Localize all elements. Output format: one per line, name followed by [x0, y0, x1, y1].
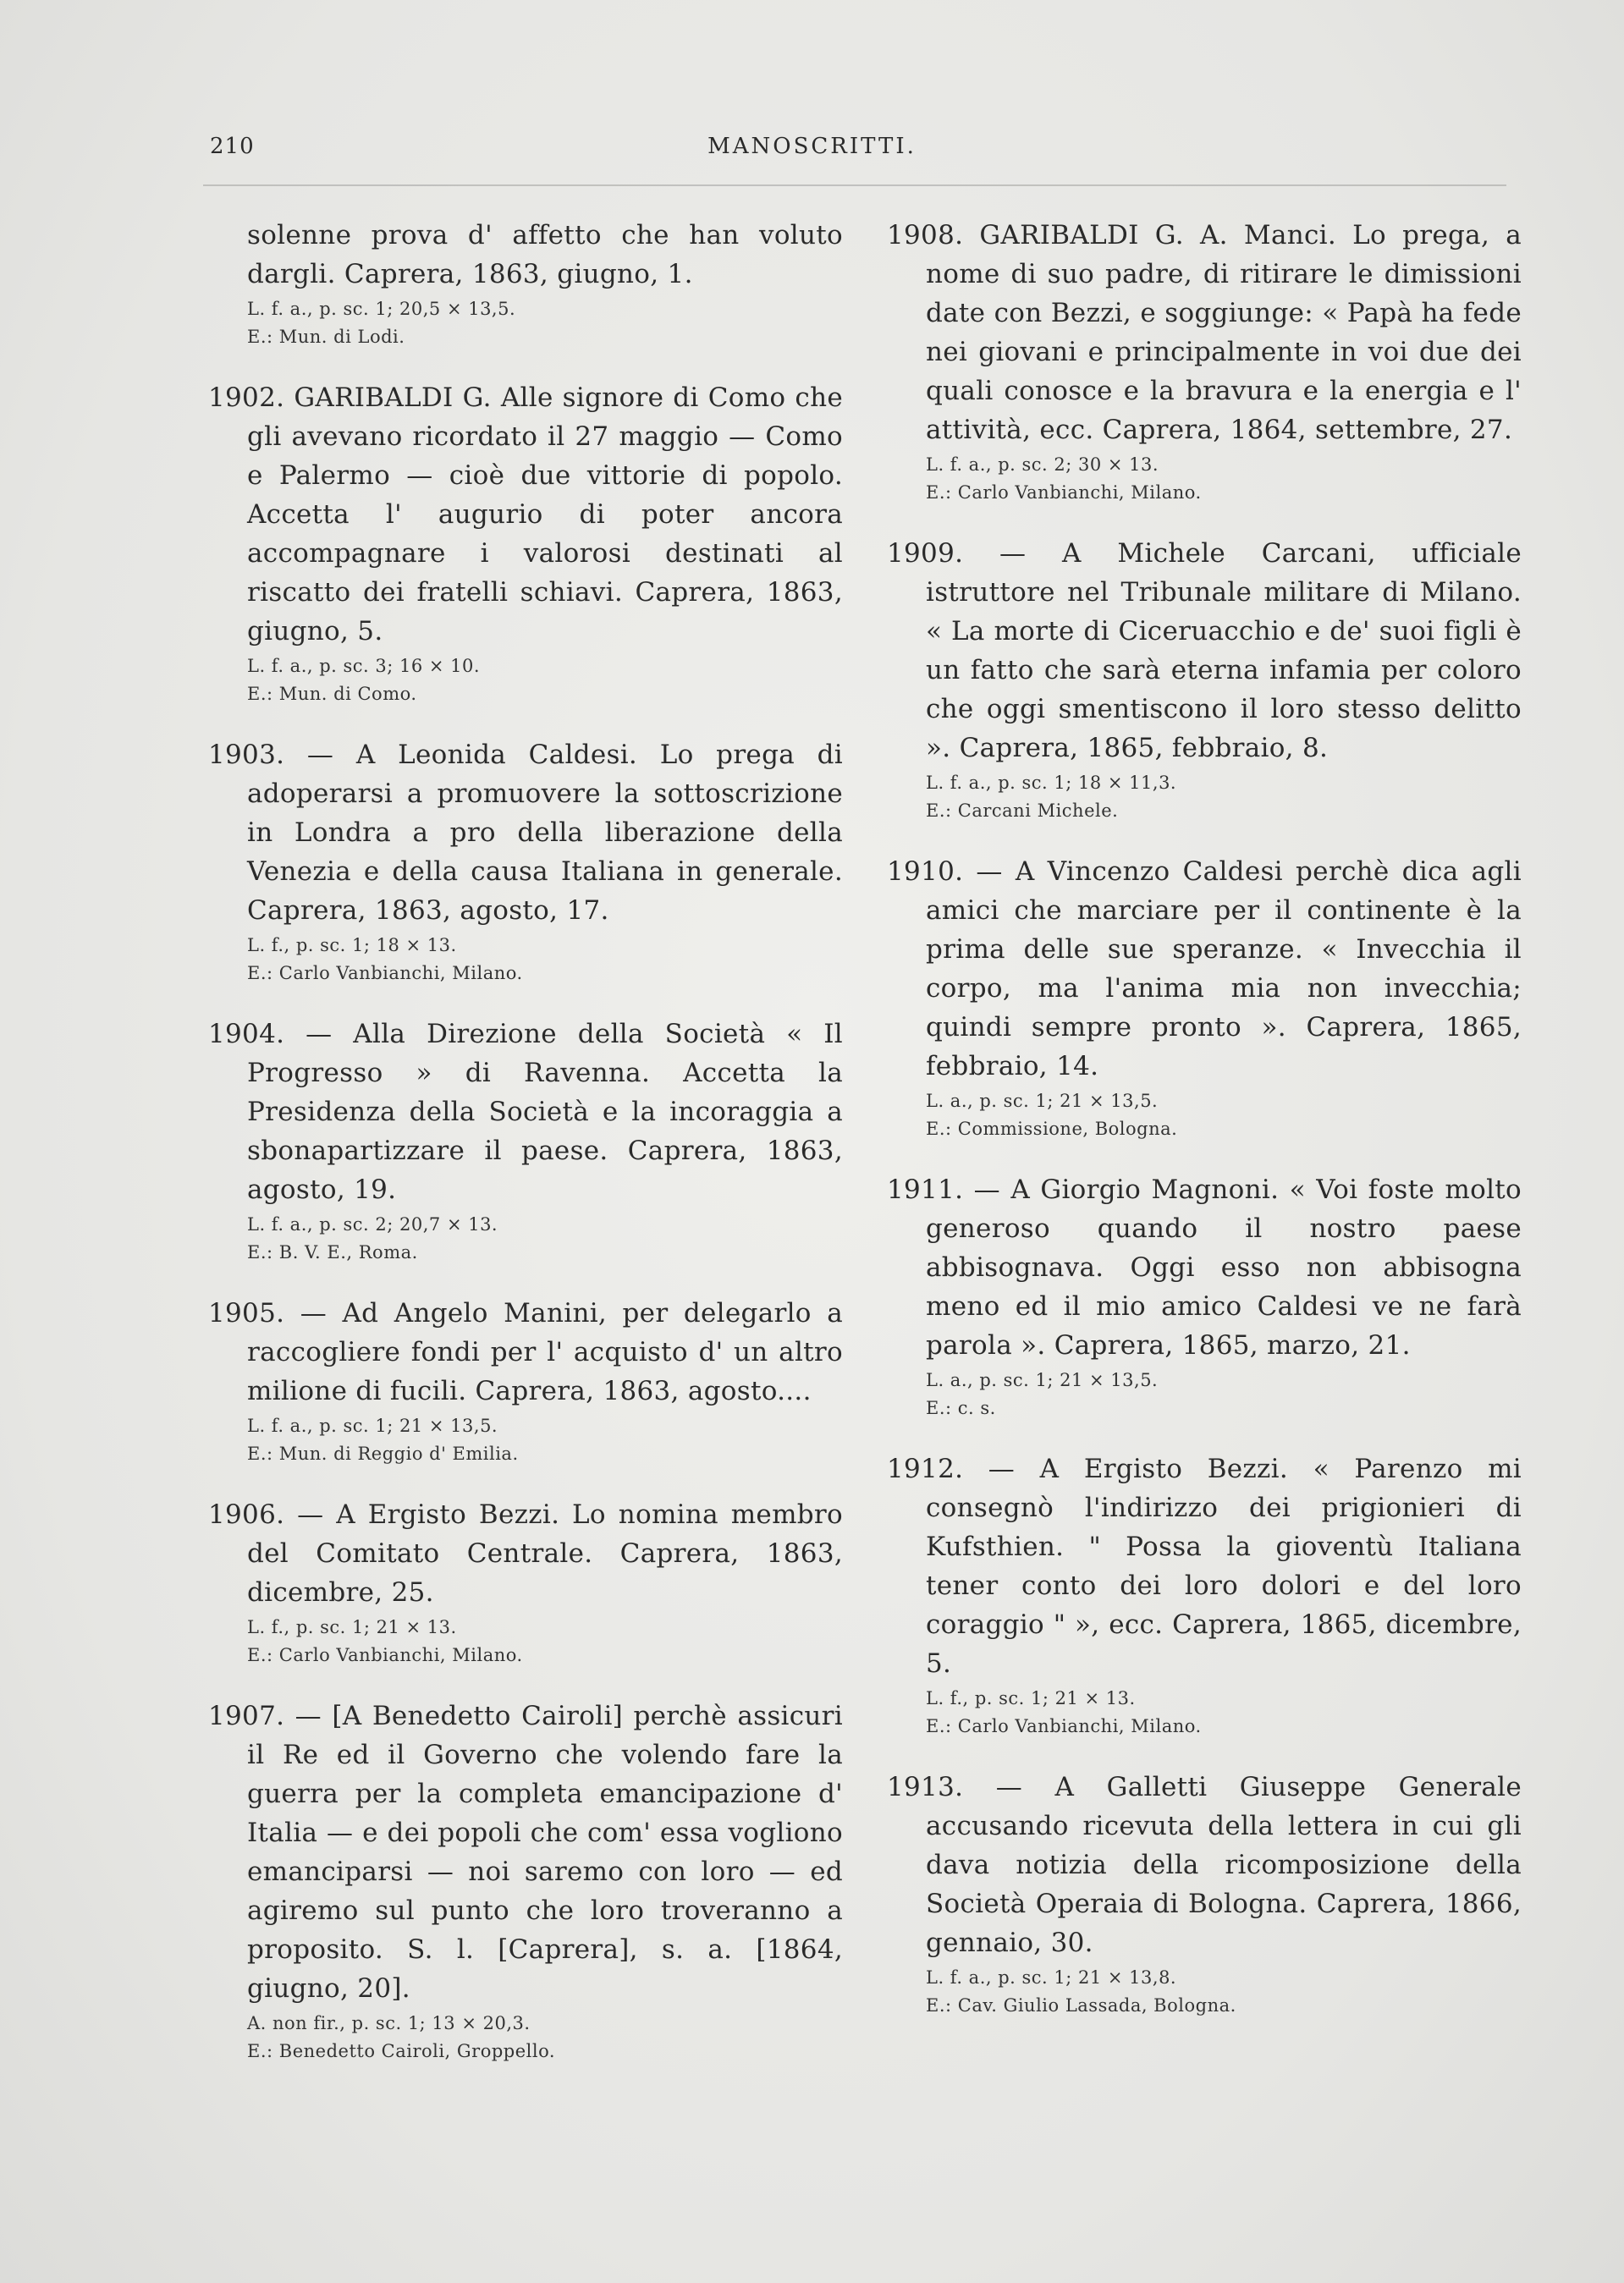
page-number: 210	[210, 134, 255, 159]
catalog-entry	[887, 1768, 1522, 2018]
catalog-entry	[208, 216, 843, 349]
entry-text: 1902. GARIBALDI G. Alle signore di Como che gli avevano ricordato il 27 maggio — Como e Palermo — cioè due vittorie di popolo. Accetta l' augurio di poter ancora accompagnare i valorosi destinati al riscatto dei fratelli schiavi. Caprera, 1863, giugno, 5.	[208, 382, 843, 646]
entry-physical-description: L. f. a., p. sc. 2; 30 × 13.	[926, 454, 1159, 475]
entry-owner: E.: c. s.	[926, 1398, 996, 1418]
entry-owner: E.: Mun. di Lodi.	[247, 327, 405, 347]
entry-number: 1911.	[887, 1175, 964, 1205]
catalog-entry	[208, 1294, 843, 1466]
entry-text: 1910. — A Vincenzo Caldesi perchè dica agli amici che marciare per il continente è la prima delle sue speranze. « Invecchia il corpo, ma l'anima mia non invecchia; quindi sempre pronto ». Caprera, 1865, febbraio, 14.	[887, 856, 1522, 1081]
entry-physical-description: L. f., p. sc. 1; 21 × 13.	[247, 1617, 457, 1637]
left-column	[208, 216, 843, 2093]
entry-physical-description: L. f. a., p. sc. 1; 18 × 11,3.	[926, 773, 1177, 793]
entry-owner: E.: B. V. E., Roma.	[247, 1242, 418, 1263]
entry-number: 1904.	[208, 1019, 285, 1049]
running-title: MANOSCRITTI.	[707, 134, 917, 159]
entry-number: 1907.	[208, 1701, 285, 1731]
entry-owner: E.: Mun. di Reggio d' Emilia.	[247, 1444, 519, 1464]
entry-physical-description: L. f. a., p. sc. 1; 20,5 × 13,5.	[247, 299, 516, 319]
page-header	[0, 134, 1624, 168]
entry-number: 1909.	[887, 538, 964, 569]
entry-physical-description: L. f., p. sc. 1; 21 × 13.	[926, 1688, 1136, 1708]
right-column	[887, 216, 1522, 2047]
entry-owner: E.: Carlo Vanbianchi, Milano.	[247, 1645, 523, 1665]
entry-physical-description: L. f., p. sc. 1; 18 × 13.	[247, 935, 457, 955]
entry-number: 1906.	[208, 1499, 285, 1530]
catalog-entry	[208, 1015, 843, 1265]
entry-owner: E.: Carlo Vanbianchi, Milano.	[926, 1716, 1202, 1736]
entry-physical-description: L. f. a., p. sc. 1; 21 × 13,5.	[247, 1416, 498, 1436]
header-rule	[203, 184, 1506, 186]
entry-owner: E.: Mun. di Como.	[247, 684, 417, 704]
entry-owner: E.: Carlo Vanbianchi, Milano.	[247, 963, 523, 983]
entry-owner: E.: Commissione, Bologna.	[926, 1119, 1178, 1139]
entry-number: 1905.	[208, 1298, 285, 1329]
entry-text: 1912. — A Ergisto Bezzi. « Parenzo mi consegnò l'indirizzo dei prigionieri di Kufsthien. " Possa la gioventù Italiana tener conto dei loro dolori e del loro coraggio " », ecc. Caprera, 1865, dicembre, 5.	[887, 1454, 1522, 1679]
entry-physical-description: L. a., p. sc. 1; 21 × 13,5.	[926, 1370, 1159, 1390]
entry-physical-description: L. f. a., p. sc. 3; 16 × 10.	[247, 656, 481, 676]
entry-text: solenne prova d' affetto che han voluto dargli. Caprera, 1863, giugno, 1.	[247, 220, 843, 289]
entry-text: 1907. — [A Benedetto Cairoli] perchè assicuri il Re ed il Governo che volendo fare la guerra per la completa emancipazione d' Italia — e dei popoli che com' essa vogliono emanciparsi — noi saremo con loro — ed agiremo sul punto che loro troveranno a proposito. S. l. [Caprera], s. a. [1864, giugno, 20].	[208, 1701, 844, 2004]
entry-text: 1906. — A Ergisto Bezzi. Lo nomina membro del Comitato Centrale. Caprera, 1863, dicembre, 25.	[208, 1499, 843, 1608]
catalog-entry	[887, 1170, 1522, 1421]
entry-physical-description: L. f. a., p. sc. 1; 21 × 13,8.	[926, 1967, 1177, 1988]
entry-number: 1910.	[887, 856, 964, 887]
entry-owner: E.: Cav. Giulio Lassada, Bologna.	[926, 1995, 1236, 2016]
entry-number: 1912.	[887, 1454, 964, 1484]
entry-text: 1913. — A Galletti Giuseppe Generale accusando ricevuta della lettera in cui gli dava notizia della ricomposizione della Società Operaia di Bologna. Caprera, 1866, gennaio, 30.	[887, 1772, 1522, 1958]
entry-text: 1905. — Ad Angelo Manini, per delegarlo a raccogliere fondi per l' acquisto d' un altro milione di fucili. Caprera, 1863, agosto....	[208, 1298, 844, 1406]
entry-text: 1911. — A Giorgio Magnoni. « Voi foste molto generoso quando il nostro paese abbisognava. Oggi esso non abbisogna meno ed il mio amico Caldesi ve ne farà parola ». Caprera, 1865, marzo, 21.	[887, 1175, 1522, 1361]
catalog-entry	[887, 216, 1522, 505]
catalog-entry	[208, 1495, 843, 1668]
catalog-entry	[887, 852, 1522, 1142]
entry-owner: E.: Benedetto Cairoli, Groppello.	[247, 2041, 556, 2061]
entry-text: 1909. — A Michele Carcani, ufficiale istruttore nel Tribunale militare di Milano. « La morte di Ciceruacchio e de' suoi figli è un fatto che sarà eterna infamia per coloro che oggi smentiscono il loro stesso delitto ». Caprera, 1865, febbraio, 8.	[887, 538, 1522, 763]
catalog-entry	[887, 534, 1522, 823]
entry-number: 1902.	[208, 382, 285, 413]
entry-number: 1908.	[887, 220, 964, 250]
entry-physical-description: A. non fir., p. sc. 1; 13 × 20,3.	[247, 2013, 531, 2033]
catalog-entry	[208, 378, 843, 707]
entry-text: 1904. — Alla Direzione della Società « Il Progresso » di Ravenna. Accetta la Presidenza della Società e la incoraggia a sbonapartizzare il paese. Caprera, 1863, agosto, 19.	[208, 1019, 843, 1205]
entry-physical-description: L. a., p. sc. 1; 21 × 13,5.	[926, 1091, 1159, 1111]
entry-physical-description: L. f. a., p. sc. 2; 20,7 × 13.	[247, 1214, 498, 1235]
entry-owner: E.: Carcani Michele.	[926, 800, 1119, 821]
entry-text: 1903. — A Leonida Caldesi. Lo prega di adoperarsi a promuovere la sottoscrizione in Londra a pro della liberazione della Venezia e della causa Italiana in generale. Caprera, 1863, agosto, 17.	[208, 740, 843, 926]
catalog-entry	[887, 1450, 1522, 1739]
entry-text: 1908. GARIBALDI G. A. Manci. Lo prega, a nome di suo padre, di ritirare le dimissioni date con Bezzi, e soggiunge: « Papà ha fede nei giovani e principalmente in voi due dei quali conosce e la bravura e la energia e l' attività, ecc. Caprera, 1864, settembre, 27.	[887, 220, 1522, 445]
catalog-entry	[208, 735, 843, 986]
entry-number: 1903.	[208, 740, 285, 770]
catalog-entry	[208, 1697, 843, 2064]
entry-owner: E.: Carlo Vanbianchi, Milano.	[926, 482, 1202, 503]
entry-number: 1913.	[887, 1772, 964, 1802]
